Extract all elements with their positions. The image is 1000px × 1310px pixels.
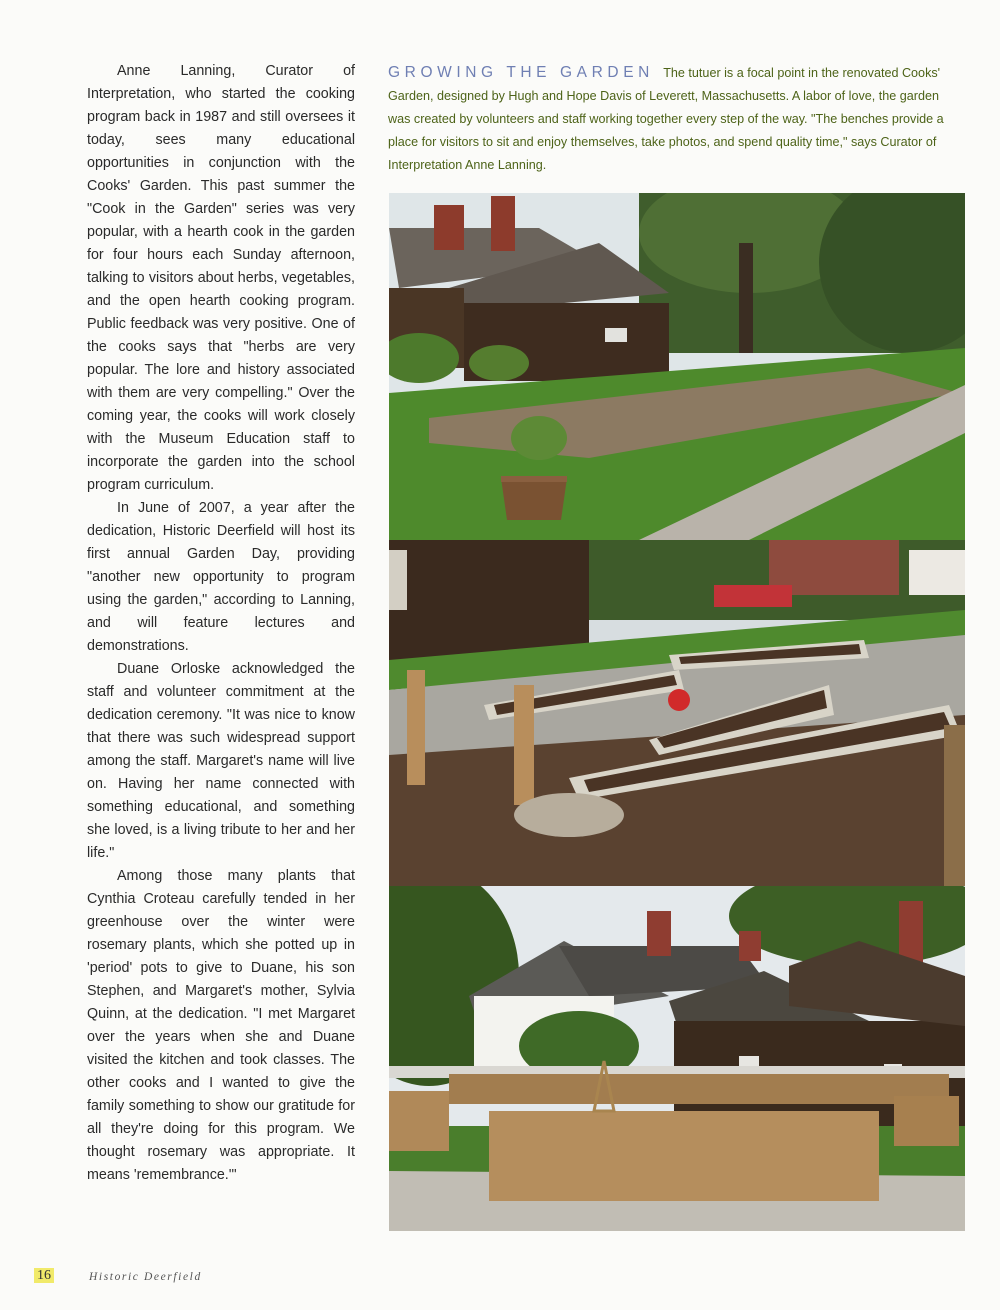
article-paragraph-3: Duane Orloske acknowledged the staff and volunteer commitment at the dedication ceremony. "It was nice to know that there was such widespread support among the staff. Margaret's name will live on. Having her name connected with something educational, and something she loved, is a living tribute to her and her life." — [87, 661, 355, 861]
photo-empty-garden-plot — [389, 193, 965, 540]
caption-text: The tutuer is a focal point in the renovated Cooks' Garden, designed by Hugh and Hope Davis of Leverett, Massachusetts. A labor of love, the garden was created by volunteers and staff working together every step of the way. "The benches provide a place for visitors to sit and enjoy themselves, take photos, and spend quality time," says Curator of Interpretation Anne Lanning. — [388, 66, 944, 172]
page-number: 16 — [34, 1268, 54, 1283]
page-footer — [34, 1268, 202, 1284]
article-paragraph-2: In June of 2007, a year after the dedication, Historic Deerfield will host its first annual Garden Day, providing "another new opportunity to program using the garden," according to Lanning, and will feature lectures and demonstrations. — [87, 500, 355, 654]
article-body — [87, 60, 355, 1187]
publication-name: Historic Deerfield — [89, 1271, 202, 1283]
article-paragraph-4: Among those many plants that Cynthia Croteau carefully tended in her greenhouse over the winter were rosemary plants, which she potted up in 'period' pots to give to Duane, his son Stephen, and Margaret's mother, Sylvia Quinn, at the dedication. "I met Margaret over the years when she and Duane visited the kitchen and took classes. The other cooks and I wanted to give the family something to show our gratitude for all they're doing for this program. We thought rosemary was appropriate. It means 'remembrance.'" — [87, 868, 355, 1183]
photo-fenced-garden — [389, 886, 965, 1231]
photo-caption — [388, 61, 958, 177]
article-paragraph-1: Anne Lanning, Curator of Interpretation, who started the cooking program back in 1987 and still oversees it today, sees many educational opportunities in conjunction with the Cooks' Garden. This past summer the "Cook in the Garden" series was very popular, with a hearth cook in the garden for four hours each Sunday afternoon, talking to visitors about herbs, vegetables, and the open hearth cooking program. Public feedback was very positive. One of the cooks says that "herbs are very popular. The lore and history associated with them are very compelling." Over the coming year, the cooks will work closely with the Museum Education staff to incorporate the garden into the school program curriculum. — [87, 63, 355, 493]
section-heading: GROWING THE GARDEN — [388, 64, 654, 81]
photo-raised-beds — [389, 540, 965, 886]
